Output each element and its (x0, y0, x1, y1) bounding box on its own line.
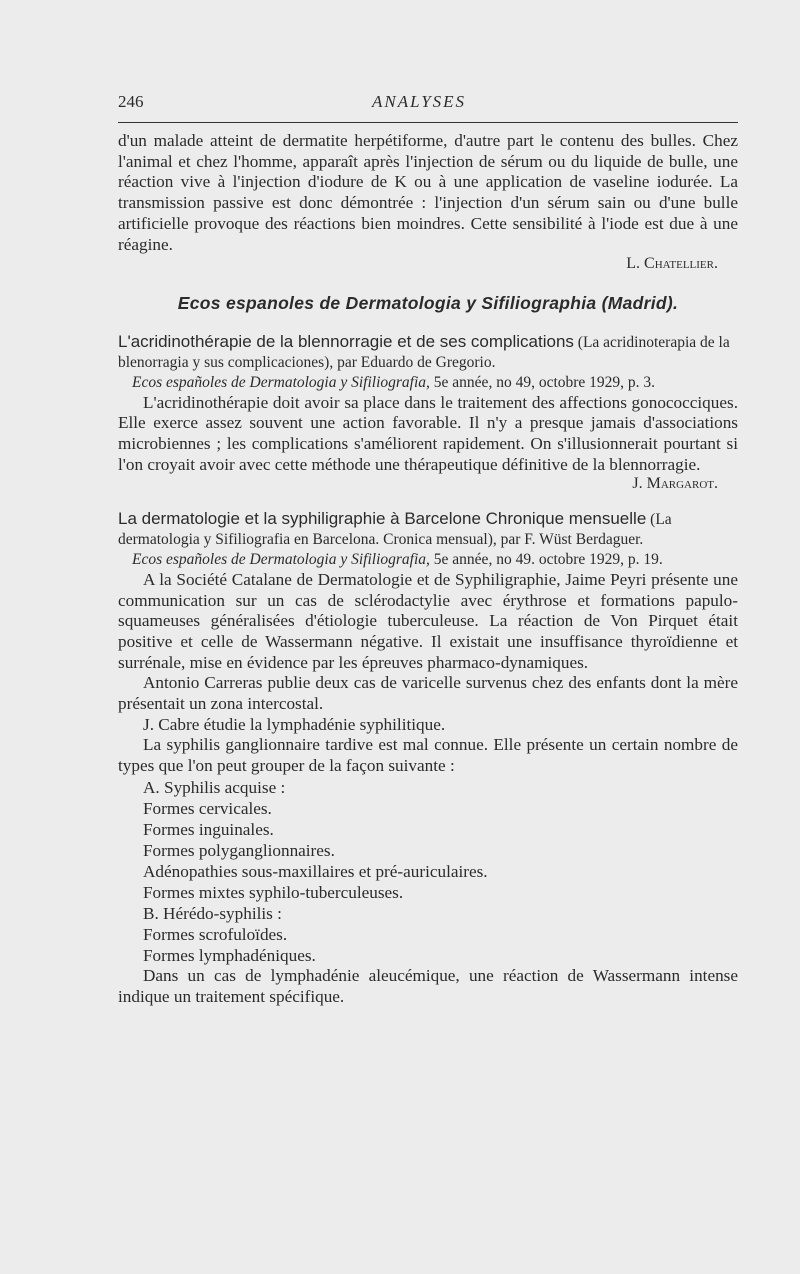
list-item: Adénopathies sous-maxillaires et pré-auriculaires. (143, 861, 488, 881)
list-item: Formes scrofuloïdes. (143, 924, 288, 944)
page-body (118, 131, 738, 1007)
article-2-paragraph: Antonio Carreras publie deux cas de varicelle survenus chez des enfants dont la mère présentait un zona intercostal. (118, 673, 738, 714)
article-2-conclusion: Dans un cas de lymphadénie aleucémique, une réaction de Wassermann intense indique un traitement spécifique. (118, 965, 738, 1006)
article-2-paragraph: J. Cabre étudie la lymphadénie syphilitique. (143, 714, 446, 734)
list-item: Formes cervicales. (143, 798, 272, 818)
article-1-header (118, 332, 738, 373)
article-1-signature: J. Margarot. (632, 475, 718, 493)
article-2-header (118, 509, 738, 550)
article-1-details: 5e année, no 49, octobre 1929, p. 3. (433, 373, 656, 391)
article-1-signature-line (118, 475, 738, 493)
spacer (118, 493, 738, 509)
article-1-original-title: (La acridinoterapia de la blenorragia y sus complicaciones), par Eduardo de Gregorio. (118, 334, 730, 372)
page-header (118, 92, 738, 116)
article-2-paragraph: La syphilis ganglionnaire tardive est mal connue. Elle présente un certain nombre de types que l'on peut grouper de la façon suivante : (118, 735, 738, 776)
article-1-text: L'acridinothérapie doit avoir sa place dans le traitement des affections gonococciques. Elle exerce assez souvent une action favorable. Il n'y a presque jamais d'associations microbiennes ; les complications s'améliorent rapidement. On s'illusionnerait pourtant si l'on croyait avoir avec cette méthode une thérapeutique définitive de la blennorragie. (118, 392, 738, 474)
list-item: Formes mixtes syphilo-tuberculeuses. (143, 882, 404, 902)
article-1-title: L'acridinothérapie de la blennorragie et de ses complications (118, 332, 574, 352)
article-2-details: 5e année, no 49. octobre 1929, p. 19. (433, 551, 663, 569)
list-item: A. Syphilis acquise : (143, 777, 286, 797)
review-text: d'un malade atteint de dermatite herpétiforme, d'autre part le contenu des bulles. Chez l'animal et chez l'homme, apparaît après l'injection de sérum ou du liquide de bulle, une réaction vive à l'injection d'iodure de K ou à une application de vaseline iodurée. La transmission passive est donc démontrée : l'injection d'un sérum sain ou d'une bulle artificielle provoque des réactions bien moindres. Cette sensibilité à l'iode est due à une réagine. (118, 131, 738, 254)
list-item: B. Hérédo-syphilis : (143, 903, 282, 923)
review-continuation (118, 131, 738, 255)
article-1-source: Ecos españoles de Dermatologia y Sifiliografia, (132, 373, 430, 391)
page-number: 246 (118, 92, 144, 111)
journal-title: Ecos espanoles de Dermatologia y Sifiliographia (Madrid). (177, 293, 679, 314)
running-title: ANALYSES (372, 92, 467, 111)
list-item: Formes inguinales. (143, 819, 274, 839)
article-2-title: La dermatologie et la syphiligraphie à Barcelone Chronique mensuelle (118, 509, 647, 529)
header-rule (118, 122, 738, 123)
article-1-citation (118, 373, 738, 393)
article-2-original-title: (La dermatologia y Sifiliografia en Barcelona. Cronica mensual), par F. Wüst Berdaguer. (118, 511, 672, 549)
article-2-paragraph: A la Société Catalane de Dermatologie et de Syphiligraphie, Jaime Peyri présente une communication sur un cas de sclérodactylie avec érythrose et formations papulo-squameuses généralisées d'étiologie tuberculeuse. La réaction de Von Pirquet était positive et celle de Wassermann négative. Il existait une insuffisance thyroïdienne et surrénale, mise en évidence par les épreuves pharmaco-dynamiques. (118, 569, 738, 672)
lymphadenie-type-list (118, 777, 738, 966)
review-signature: L. Chatellier. (626, 255, 718, 273)
article-2-source: Ecos españoles de Dermatologia y Sifiliografia, (132, 551, 430, 569)
list-item: Formes lymphadéniques. (143, 945, 316, 965)
article-2-citation (118, 550, 738, 570)
list-item: Formes polyganglionnaires. (143, 840, 335, 860)
review-signature-line (118, 255, 738, 273)
